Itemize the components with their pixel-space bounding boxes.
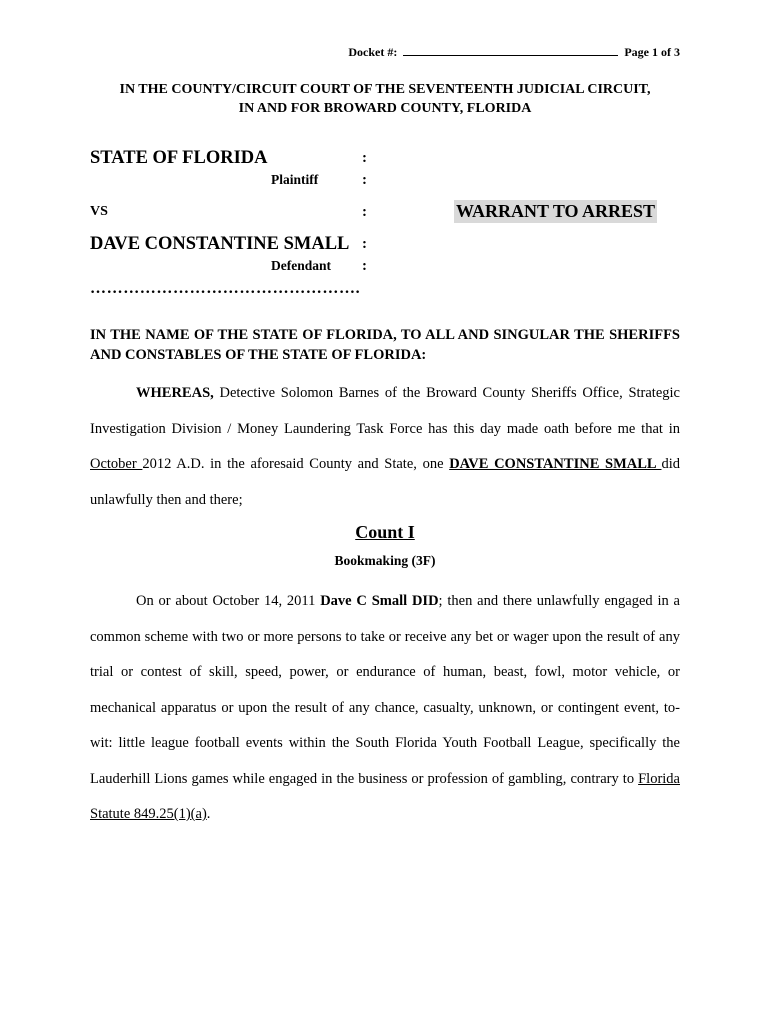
whereas-paragraph (90, 376, 680, 518)
count-text-2: ; then and there unlawfully engaged in a common scheme with two or more persons to take or receive any bet or wager upon the result of any trial or contest of skill, speed, power, or endurance of human, beast, fowl, motor vehicle, or mechanical apparatus or upon the result of any chance, casualty, unknown, or contingent event, to-wit: little league football events within the South Florida Youth Football League, specifically the Lauderhill Lions games while engaged in the business or profession of gambling, contrary to (90, 593, 680, 787)
defendant-reference: DAVE CONSTANTINE SMALL (449, 456, 662, 472)
caption-colon: : (362, 204, 367, 220)
caption-colon: : (362, 172, 367, 188)
defendant-role: Defendant (271, 258, 331, 273)
defendant-name: DAVE CONSTANTINE SMALL (90, 234, 350, 254)
docket-header (348, 44, 680, 60)
whereas-text-3: did unlawfully then and there; (90, 456, 681, 508)
plaintiff-name: STATE OF FLORIDA (90, 148, 268, 168)
offense-month: October (90, 456, 143, 472)
docket-label: Docket #: (348, 45, 398, 59)
count-paragraph (90, 584, 680, 833)
whereas-text-1: Detective Solomon Barnes of the Broward County Sheriffs Office, Strategic Investigation Division / Money Laundering Task Force has this day made oath before me that in (90, 385, 680, 437)
document-title: WARRANT TO ARREST (456, 201, 656, 221)
count-text-1: On or about October 14, 2011 (136, 593, 321, 609)
count-subheading: Bookmaking (3F) (334, 553, 436, 568)
court-title-line-2: IN AND FOR BROWARD COUNTY, FLORIDA (238, 101, 532, 116)
warrant-address: IN THE NAME OF THE STATE OF FLORIDA, TO ALL AND SINGULAR THE SHERIFFS AND CONSTABLES OF THE STATE OF FLORIDA: (90, 327, 680, 363)
caption-separator: …………………………………………. (90, 280, 361, 297)
court-title (0, 80, 770, 118)
docket-number-blank (403, 44, 618, 56)
whereas-text-2: 2012 A.D. in the aforesaid County and State, one (142, 456, 450, 472)
count-text-end: . (206, 806, 211, 822)
plaintiff-role: Plaintiff (271, 172, 319, 187)
count-defendant-name: Dave C Small DID (320, 593, 439, 609)
page-number: Page 1 of 3 (624, 45, 680, 59)
caption-colon: : (362, 150, 367, 166)
count-heading: Count I (355, 522, 415, 542)
statute-reference: Florida Statute 849.25(1)(a) (90, 770, 680, 822)
caption-colon: : (362, 236, 367, 252)
court-title-line-1: IN THE COUNTY/CIRCUIT COURT OF THE SEVENTEENTH JUDICIAL CIRCUIT, (119, 82, 651, 97)
caption-colon: : (362, 258, 367, 274)
whereas-lead: WHEREAS, (136, 385, 214, 401)
versus-label: VS (90, 204, 108, 219)
